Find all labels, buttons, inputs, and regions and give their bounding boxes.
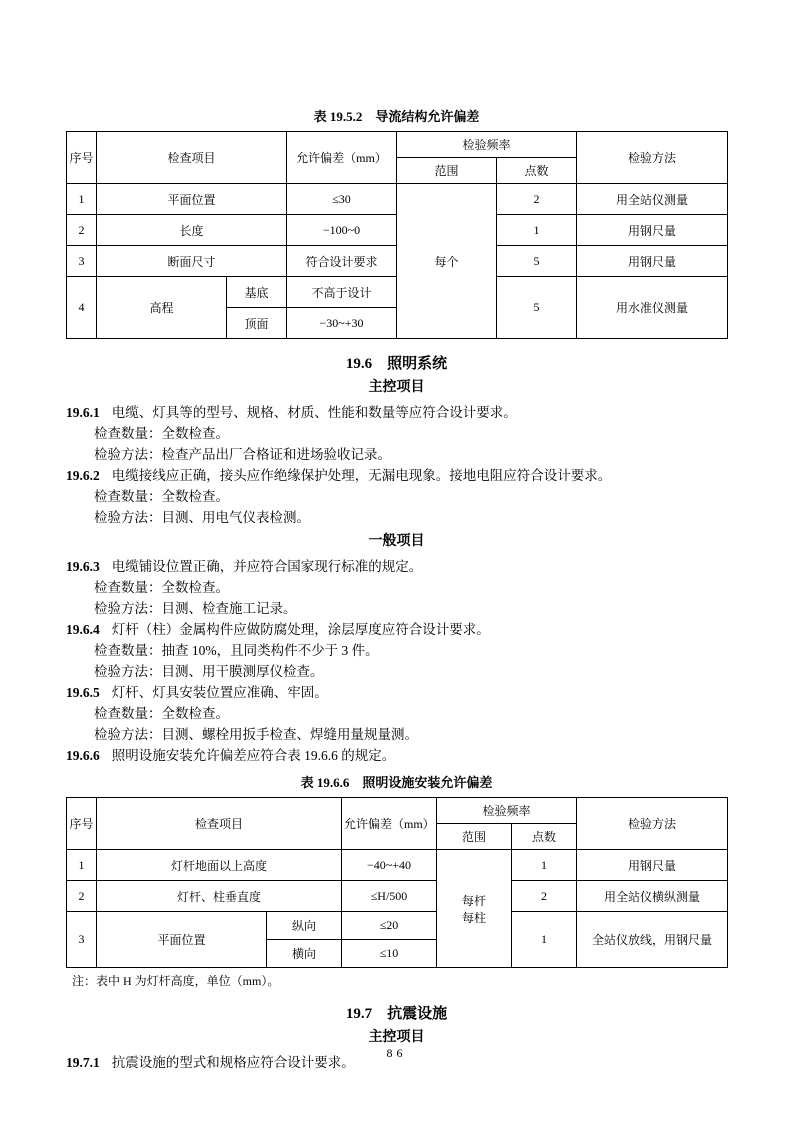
- clause-text: 电缆铺设位置正确，并应符合国家现行标准的规定。: [111, 559, 423, 574]
- clause-number: 19.6.2: [66, 468, 100, 483]
- clause: [66, 465, 727, 486]
- clause-subline: 检验方法：目测、检查施工记录。: [94, 601, 297, 616]
- header-seq: 序号: [67, 132, 97, 184]
- cell-tolerance: ≤20: [342, 912, 437, 940]
- main-items-heading: 主控项目: [368, 1030, 425, 1045]
- cell-tolerance: 不高于设计: [287, 277, 397, 308]
- cell-method: 用钢尺量: [577, 850, 728, 881]
- header-points: 点数: [512, 824, 577, 850]
- header-item: 检查项目: [97, 132, 287, 184]
- cell-method: 全站仪放线，用钢尺量: [577, 912, 728, 968]
- cell-tolerance: −100~0: [287, 215, 397, 246]
- clause-text: 电缆、灯具等的型号、规格、材质、性能和数量等应符合设计要求。: [111, 405, 517, 420]
- clause-19-6-2: [66, 465, 727, 528]
- cell-seq: 2: [67, 215, 97, 246]
- clause-subline: 检查数量：全数检查。: [94, 706, 229, 721]
- general-items-heading: 一般项目: [368, 534, 425, 549]
- clause-number: 19.6.5: [66, 685, 100, 700]
- header-item: 检查项目: [97, 798, 342, 850]
- cell-subitem: 基底: [227, 277, 287, 308]
- header-method: 检验方法: [577, 798, 728, 850]
- cell-tolerance: −40~+40: [342, 850, 437, 881]
- table-19-6-6: [66, 797, 728, 968]
- clause-subline: 检查数量：全数检查。: [94, 580, 229, 595]
- cell-item: 高程: [97, 277, 227, 339]
- clause-number: 19.7.1: [66, 1055, 100, 1070]
- header-method: 检验方法: [577, 132, 728, 184]
- table-row: [67, 912, 728, 940]
- header-points: 点数: [497, 158, 577, 184]
- table-19-6-6-title: 表 19.6.6 照明设施安装允许偏差: [300, 775, 493, 790]
- header-frequency: 检验频率: [437, 798, 577, 824]
- header-range: 范围: [397, 158, 497, 184]
- cell-seq: 3: [67, 246, 97, 277]
- cell-points: 5: [497, 277, 577, 339]
- page-number: 86: [386, 1046, 407, 1060]
- clause-number: 19.6.6: [66, 748, 100, 763]
- cell-range: 每个: [397, 184, 497, 339]
- cell-tolerance: ≤10: [342, 940, 437, 968]
- table-row: [67, 184, 728, 215]
- cell-method: 用全站仪横纵测量: [577, 881, 728, 912]
- clause-number: 19.6.1: [66, 405, 100, 420]
- cell-points: 2: [497, 184, 577, 215]
- clause: [66, 402, 727, 423]
- clause: [66, 745, 727, 766]
- cell-subitem: 纵向: [267, 912, 342, 940]
- cell-seq: 3: [67, 912, 97, 968]
- clause-number: 19.6.4: [66, 622, 100, 637]
- clause-19-6-3: [66, 556, 727, 619]
- table-header-row: [67, 132, 728, 158]
- clause-subline: 检验方法：目测、用干膜测厚仪检查。: [94, 664, 324, 679]
- cell-seq: 1: [67, 184, 97, 215]
- clause-text: 灯杆、灯具安装位置应准确、牢固。: [111, 685, 328, 700]
- cell-seq: 2: [67, 881, 97, 912]
- table-19-5-2-title: 表 19.5.2 导流结构允许偏差: [313, 109, 480, 124]
- cell-method: 用水准仪测量: [577, 277, 728, 339]
- cell-method: 用全站仪测量: [577, 184, 728, 215]
- table-19-5-2: [66, 131, 728, 339]
- table-header-row: [67, 798, 728, 824]
- clause-text: 灯杆（柱）金属构件应做防腐处理，涂层厚度应符合设计要求。: [111, 622, 490, 637]
- cell-points: 1: [497, 215, 577, 246]
- cell-method: 用钢尺量: [577, 246, 728, 277]
- cell-subitem: 横向: [267, 940, 342, 968]
- cell-method: 用钢尺量: [577, 215, 728, 246]
- header-range: 范围: [437, 824, 512, 850]
- clause-text: 抗震设施的型式和规格应符合设计要求。: [111, 1055, 355, 1070]
- cell-tolerance: −30~+30: [287, 308, 397, 339]
- clause-19-6-5: [66, 682, 727, 745]
- clause-19-6-6: [66, 745, 727, 766]
- cell-seq: 1: [67, 850, 97, 881]
- cell-points: 2: [512, 881, 577, 912]
- cell-item: 灯杆、柱垂直度: [97, 881, 342, 912]
- clause: [66, 556, 727, 577]
- section-19-7-heading: 19.7 抗震设施: [345, 1006, 448, 1022]
- table-19-6-6-note: 注：表中 H 为灯杆高度，单位（mm）。: [72, 974, 280, 988]
- main-items-heading: 主控项目: [368, 380, 425, 395]
- cell-item: 平面位置: [97, 184, 287, 215]
- cell-item: 断面尺寸: [97, 246, 287, 277]
- clause-subline: 检验方法：目测、用电气仪表检测。: [94, 510, 310, 525]
- clause-subline: 检查数量：全数检查。: [94, 489, 229, 504]
- cell-points: 5: [497, 246, 577, 277]
- section-19-6-heading: 19.6 照明系统: [345, 356, 448, 372]
- cell-tolerance: ≤30: [287, 184, 397, 215]
- cell-item: 灯杆地面以上高度: [97, 850, 342, 881]
- clause-number: 19.6.3: [66, 559, 100, 574]
- header-frequency: 检验频率: [397, 132, 577, 158]
- table-row: [67, 850, 728, 881]
- header-tolerance: 允许偏差（mm）: [287, 132, 397, 184]
- clause-subline: 检验方法：目测、螺栓用扳手检查、焊缝用量规量测。: [94, 727, 418, 742]
- cell-item: 平面位置: [97, 912, 267, 968]
- header-seq: 序号: [67, 798, 97, 850]
- cell-range: 每杆 每柱: [437, 850, 512, 968]
- clause-subline: 检验方法：检查产品出厂合格证和进场验收记录。: [94, 447, 391, 462]
- cell-tolerance: ≤H/500: [342, 881, 437, 912]
- cell-seq: 4: [67, 277, 97, 339]
- cell-item: 长度: [97, 215, 287, 246]
- clause: [66, 619, 727, 640]
- clause-text: 照明设施安装允许偏差应符合表 19.6.6 的规定。: [111, 748, 396, 763]
- clause: [66, 682, 727, 703]
- clause-subline: 检查数量：全数检查。: [94, 426, 229, 441]
- table-row: [67, 881, 728, 912]
- cell-tolerance: 符合设计要求: [287, 246, 397, 277]
- cell-subitem: 顶面: [227, 308, 287, 339]
- clause-text: 电缆接线应正确，接头应作绝缘保护处理，无漏电现象。接地电阻应符合设计要求。: [111, 468, 612, 483]
- cell-points: 1: [512, 912, 577, 968]
- clause-subline: 检查数量：抽查 10%，且同类构件不少于 3 件。: [94, 643, 379, 658]
- clause-19-6-4: [66, 619, 727, 682]
- clause-19-6-1: [66, 402, 727, 465]
- cell-points: 1: [512, 850, 577, 881]
- header-tolerance: 允许偏差（mm）: [342, 798, 437, 850]
